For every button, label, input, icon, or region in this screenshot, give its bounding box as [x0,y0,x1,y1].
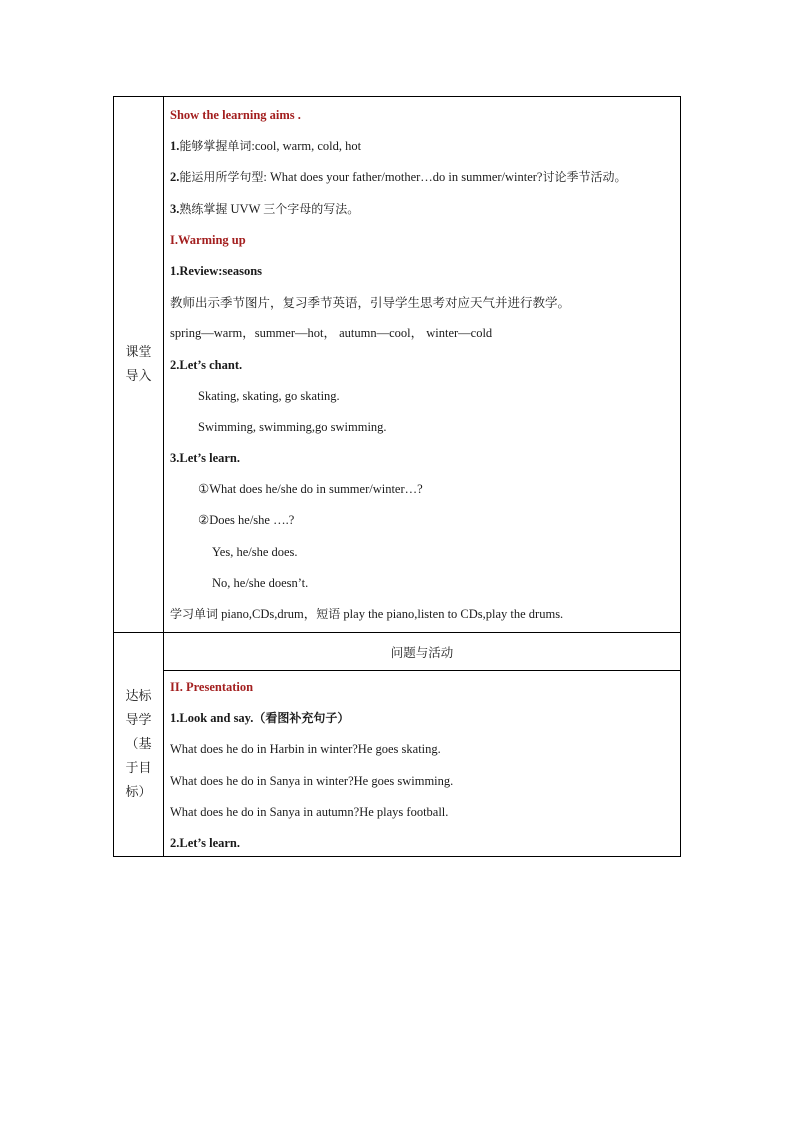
sentence-3: What does he do in Sanya in autumn?He plays football. [170,804,449,819]
seasons-line: spring—warm，summer—hot， autumn—cool， winter—cold [170,326,493,341]
look-and-say-title: 1.Look and say.（看图补充句子） [170,711,350,726]
lesson-plan-table [113,96,681,857]
review-description: 教师出示季节图片，复习季节英语，引导学生思考对应天气并进行教学。 [170,295,571,311]
chant-line-1: Skating, skating, go skating. [198,388,340,403]
label-line: 达标 [125,688,152,704]
section-presentation-header-row [114,633,681,671]
section-label-ketang [114,97,164,633]
aim-1: 1.能够掌握单词:cool, warm, cold, hot [170,139,362,154]
label-line: （基 [125,736,152,752]
learn-title: 3.Let’s learn. [170,451,241,466]
activity-header: 问题与活动 [164,633,681,671]
sentence-1: What does he do in Harbin in winter?He goes skating. [170,742,441,757]
label-line: 导学 [125,712,152,728]
aim-2: 2.能运用所学句型: What does your father/mother…do in summer/winter?讨论季节活动。 [170,170,627,185]
learn-answer-yes: Yes, he/she does. [212,544,298,559]
chant-title: 2.Let’s chant. [170,357,243,372]
aim-3: 3.熟练掌握 UVW 三个字母的写法。 [170,201,360,216]
chant-line-2: Swimming, swimming,go swimming. [198,419,387,434]
learn-answer-no: No, he/she doesn’t. [212,575,309,590]
lets-learn-title-2: 2.Let’s learn. [170,835,241,850]
section-warmup-row [114,97,681,633]
review-title: 1.Review:seasons [170,263,263,278]
sentence-2: What does he do in Sanya in winter?He goes swimming. [170,773,454,788]
label-line: 导入 [125,368,152,384]
learn-question-1: ①What does he/she do in summer/winter…? [198,482,423,497]
warming-up-title: I.Warming up [170,232,246,247]
section-content-presentation [164,671,681,857]
label-line: 于目 [125,760,152,776]
presentation-title: II. Presentation [170,680,254,694]
section-label-dabiao [114,633,164,857]
aims-title: Show the learning aims . [170,108,301,122]
section-presentation-row [114,671,681,857]
label-line: 标） [125,784,152,800]
section-content-warmup [164,97,681,633]
learn-question-2: ②Does he/she ….? [198,513,295,528]
vocab-line: 学习单词 piano,CDs,drum，短语 play the piano,listen to CDs,play the drums. [170,607,564,621]
label-line: 课堂 [125,344,152,360]
